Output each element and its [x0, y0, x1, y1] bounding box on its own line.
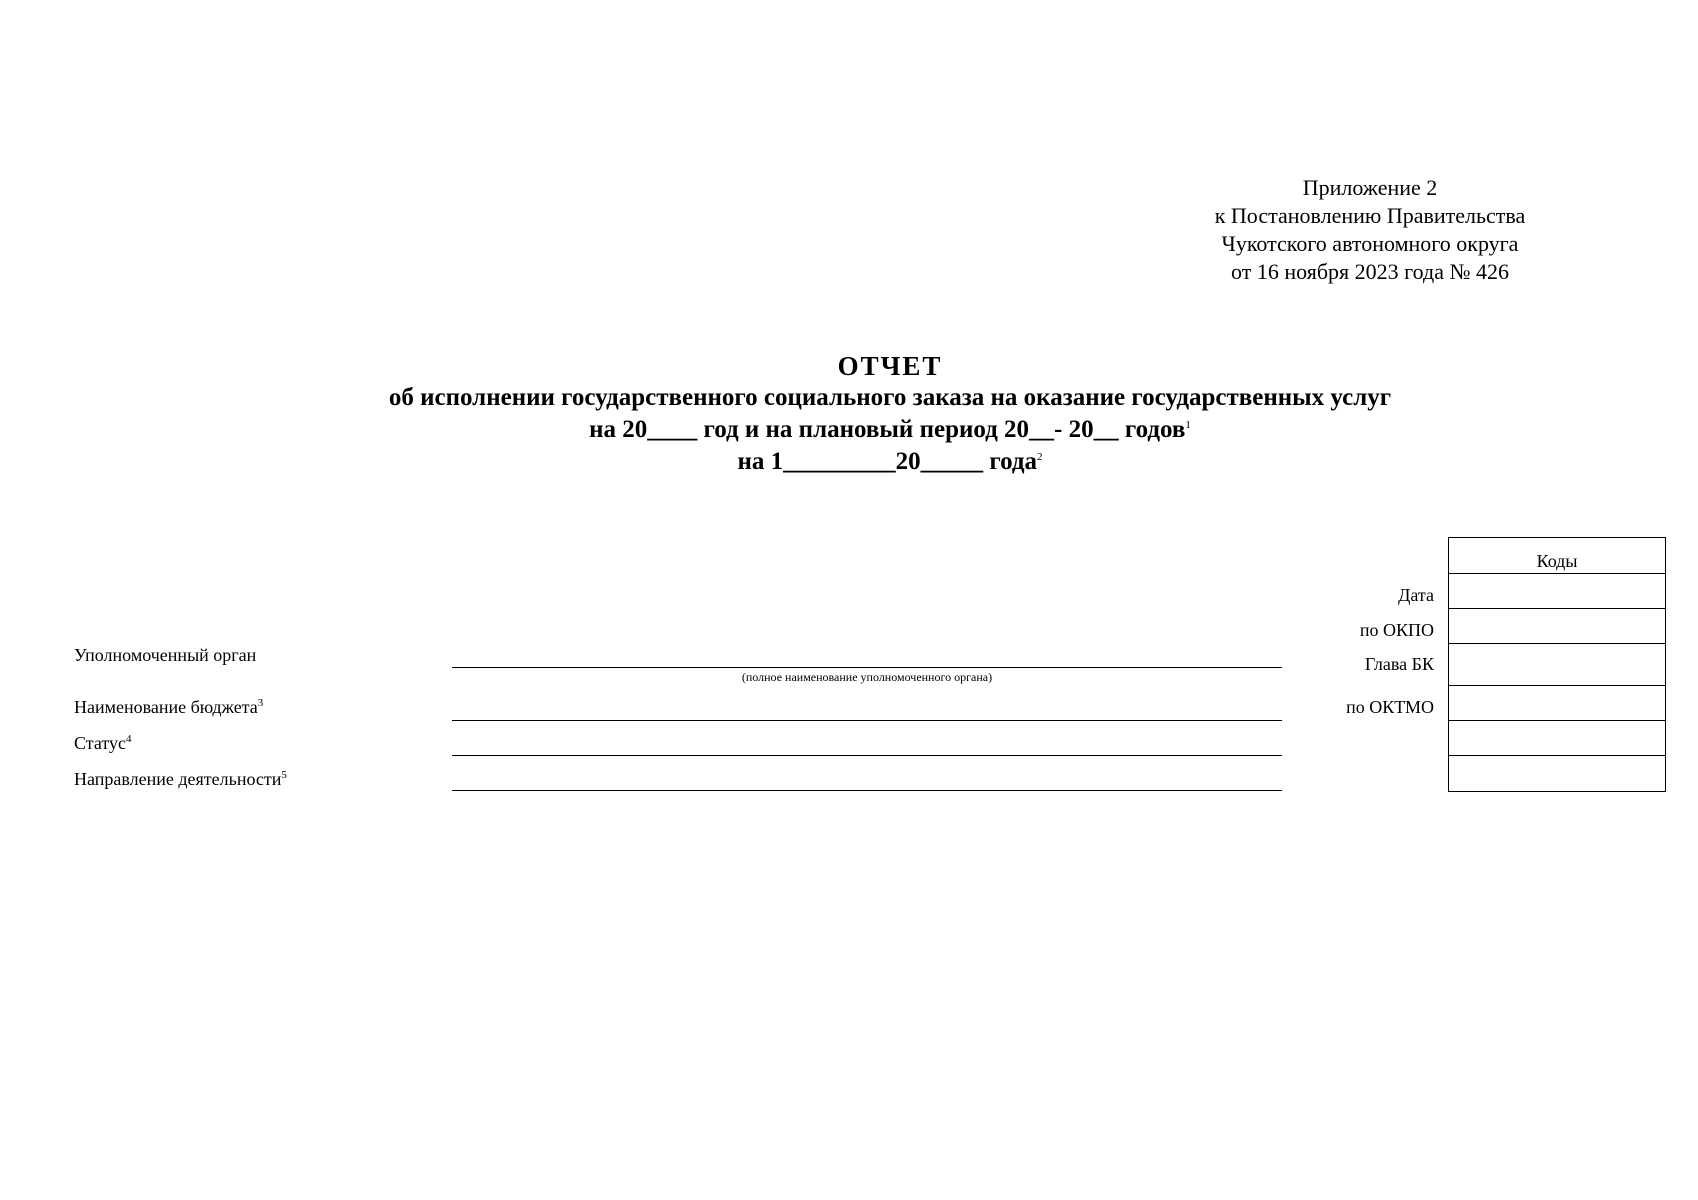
direction-code-cell[interactable]	[1449, 756, 1665, 791]
report-date-text: на 1_________20_____ года	[737, 448, 1038, 475]
appendix-line-4: от 16 ноября 2023 года № 426	[1231, 259, 1509, 284]
footnote-ref-1: 1	[1185, 419, 1191, 431]
date-label: Дата	[1398, 585, 1434, 605]
codes-header: Коды	[1449, 538, 1665, 574]
report-period-text: на 20____ год и на плановый период 20__- 20__ годов	[589, 416, 1186, 443]
appendix-line-3: Чукотского автономного округа	[1221, 231, 1519, 256]
glava-bk-label: Глава БК	[1364, 654, 1434, 674]
direction-field[interactable]	[452, 790, 1282, 791]
codes-table	[1448, 537, 1666, 792]
oktmo-label: по ОКТМО	[1346, 697, 1434, 717]
report-subtitle: об исполнении государственного социального заказа на оказание государственных услуг	[388, 384, 1392, 411]
report-date-line	[0, 446, 1698, 478]
appendix-line-1: Приложение 2	[1302, 175, 1438, 200]
footnote-ref-2: 2	[1037, 451, 1043, 463]
report-period-line	[0, 414, 1698, 446]
budget-field[interactable]	[452, 720, 1282, 721]
direction-label-text: Направление деятельности	[74, 769, 282, 789]
footnote-ref-3: 3	[257, 697, 264, 709]
direction-label	[74, 769, 287, 790]
glava-bk-code-cell[interactable]	[1449, 644, 1665, 686]
footnote-ref-5: 5	[281, 769, 287, 781]
appendix-line-2: к Постановлению Правительства	[1214, 203, 1526, 228]
authority-field[interactable]	[452, 667, 1282, 668]
footnote-ref-4: 4	[126, 733, 132, 745]
report-heading: ОТЧЕТ	[837, 351, 943, 381]
budget-label-text: Наименование бюджета	[74, 697, 258, 717]
authority-caption: (полное наименование уполномоченного органа)	[741, 670, 993, 684]
status-field[interactable]	[452, 755, 1282, 756]
okpo-label: по ОКПО	[1359, 620, 1434, 640]
status-label	[74, 733, 132, 754]
status-label-text: Статус	[74, 733, 126, 753]
report-title-block	[0, 350, 1698, 478]
date-code-cell[interactable]	[1449, 574, 1665, 609]
authority-label: Уполномоченный орган	[74, 645, 257, 665]
oktmo-code-cell[interactable]	[1449, 686, 1665, 721]
budget-label	[74, 697, 263, 718]
status-code-cell[interactable]	[1449, 721, 1665, 756]
okpo-code-cell[interactable]	[1449, 609, 1665, 644]
code-labels	[1250, 0, 1434, 1200]
